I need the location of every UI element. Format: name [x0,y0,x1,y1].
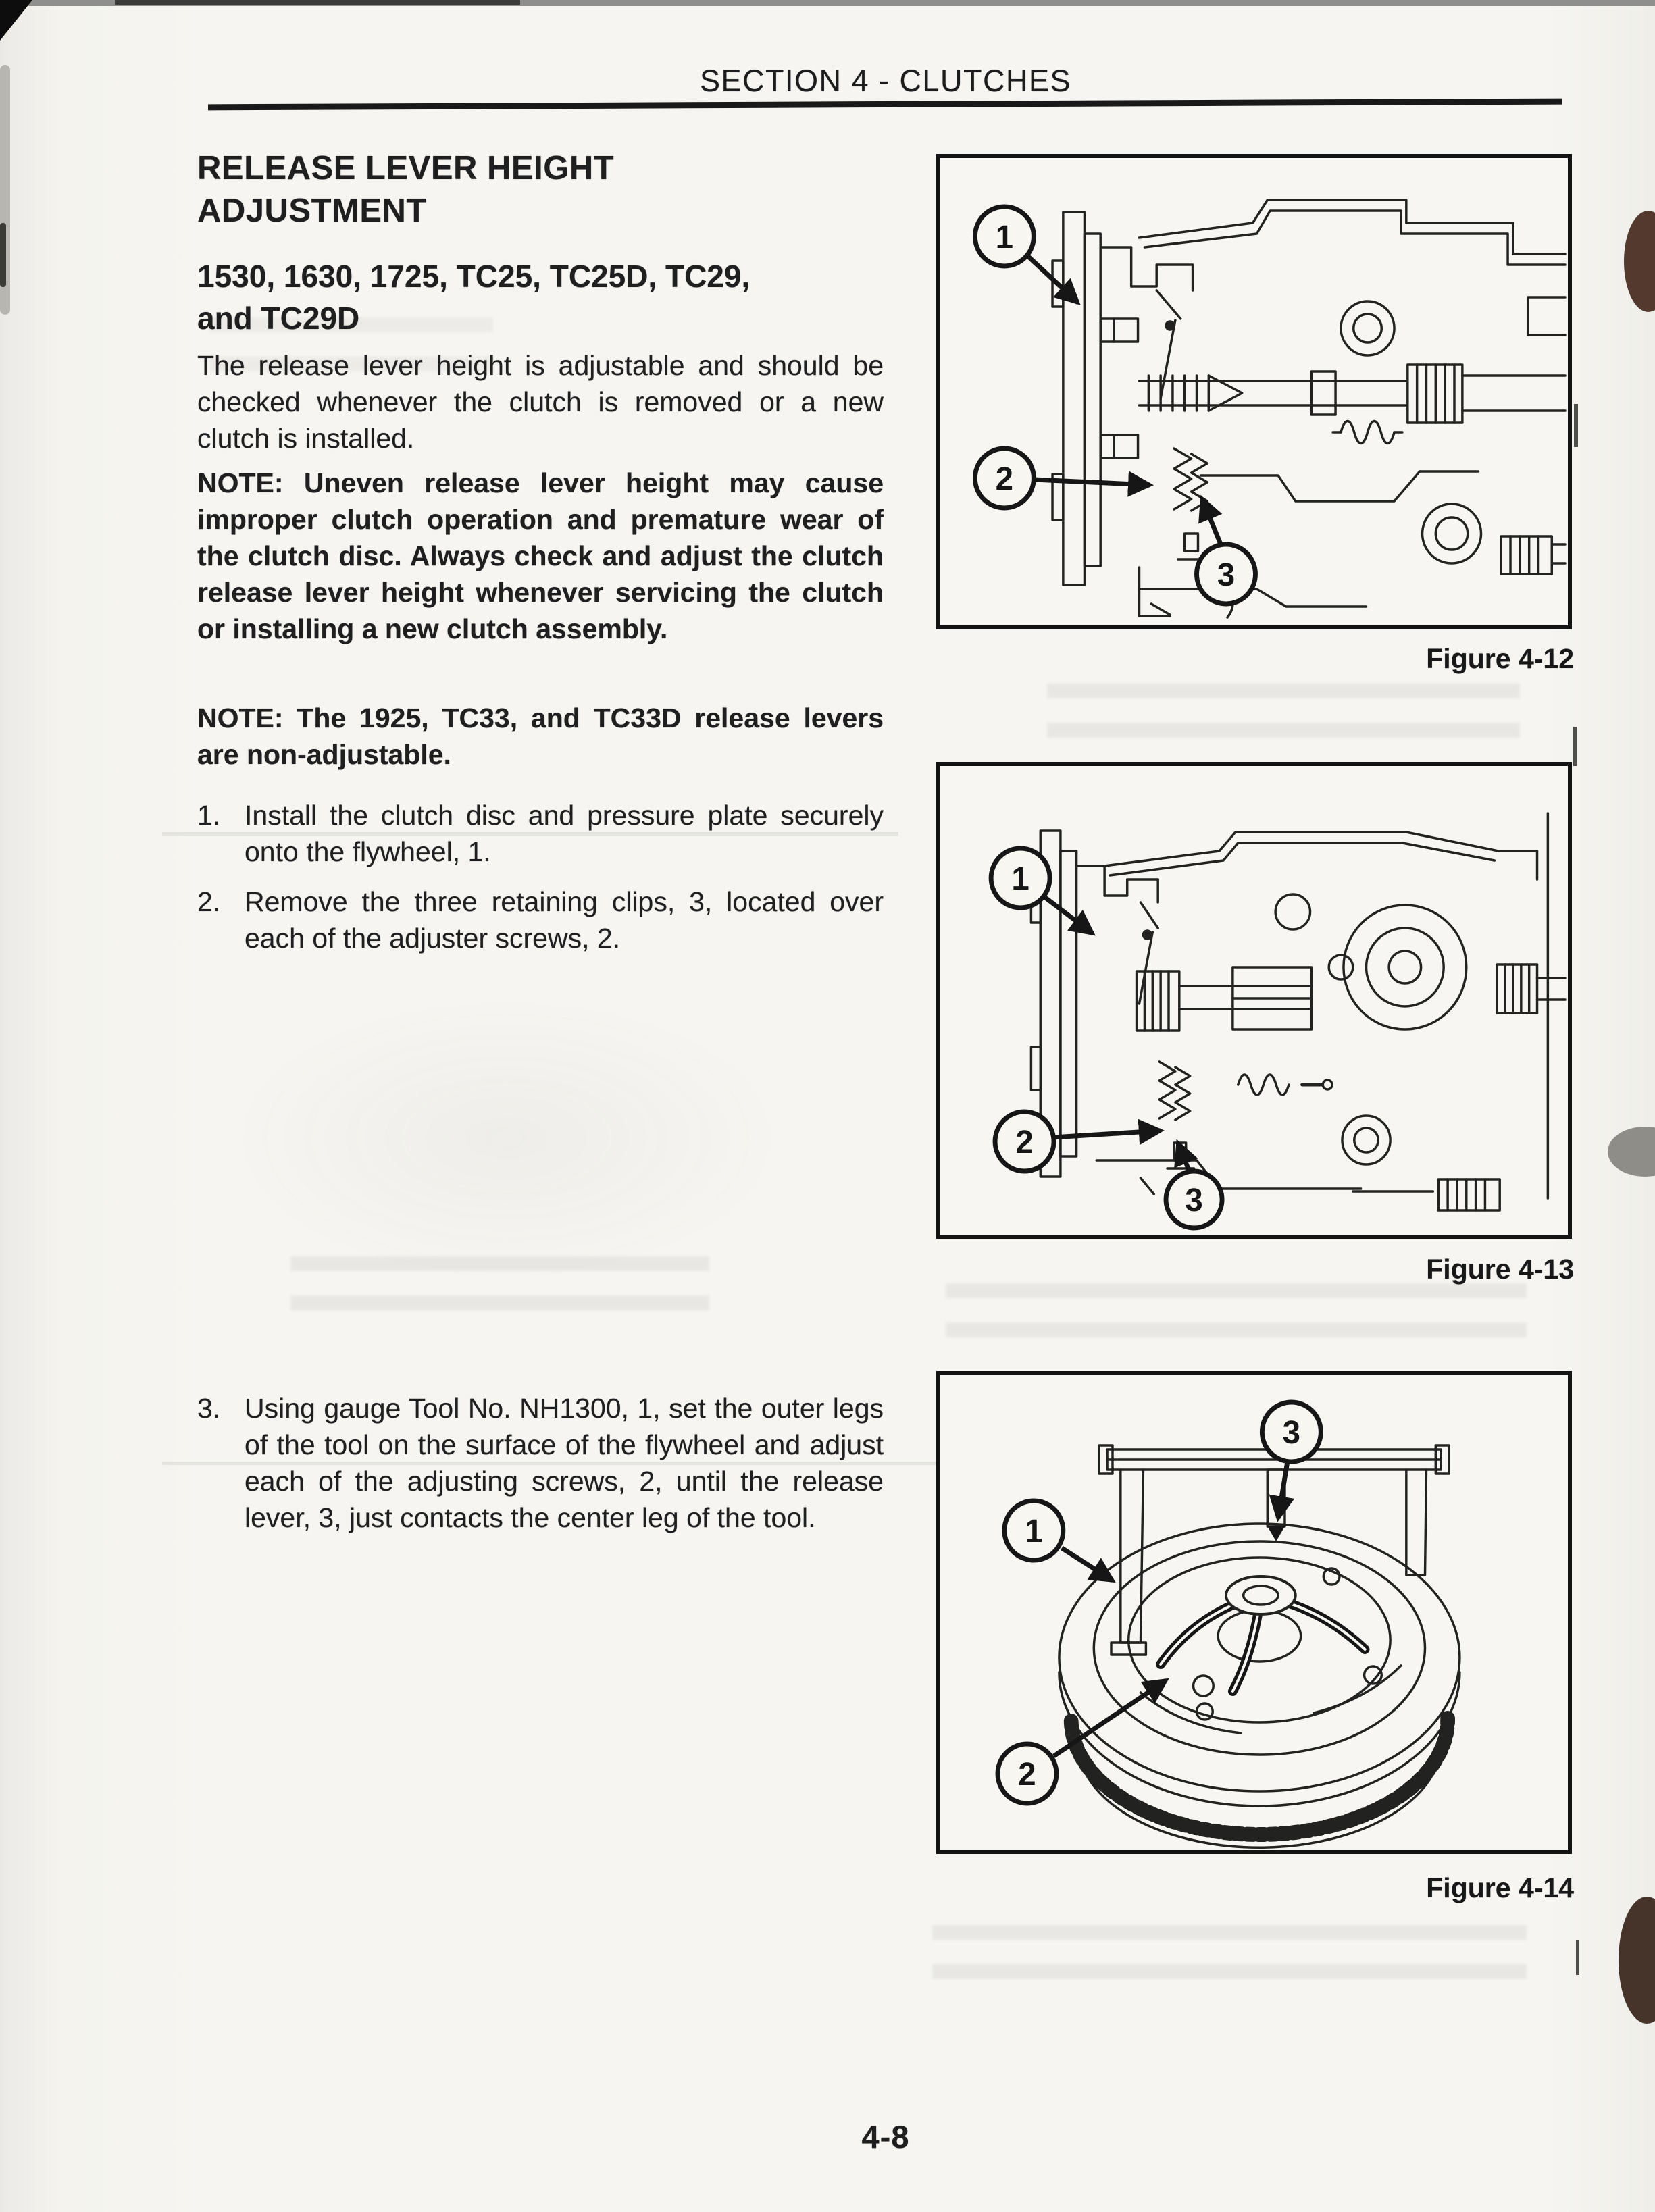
step-number: 1. [197,800,221,831]
figure-caption: Figure 4-13 [1426,1254,1574,1285]
figure-caption: Figure 4-12 [1426,643,1574,674]
bleedthrough-ghost [223,993,790,1283]
step-item-3 [197,1390,884,1536]
flywheel-perspective [1059,1524,1460,1847]
callout-3 [1197,498,1256,604]
release-lever-spider [1161,1576,1365,1691]
step-text: Remove the three retaining clips, 3, located over each of the adjuster screws, 2. [245,886,884,954]
input-shaft-section [1140,371,1408,444]
scan-tick-1 [1574,404,1578,447]
scan-blob-right-middle [1608,1127,1655,1177]
page-title-line2: ADJUSTMENT [197,192,427,229]
note-paragraph-2: NOTE: The 1925, TC33, and TC33D release levers are non-adjustable. [197,702,884,770]
callout-3-label: 3 [1185,1182,1203,1219]
scan-blob-right-top [1624,211,1655,312]
callout-3-label: 3 [1217,557,1236,594]
step-number: 3. [197,1393,221,1424]
callout-2 [995,1112,1161,1171]
scan-tick-3 [1576,1940,1579,1975]
models-heading-line1: 1530, 1630, 1725, TC25, TC25D, TC29, [197,259,750,294]
figure-4-13-box [936,762,1572,1239]
bleedthrough-ghost [1047,684,1520,748]
callout-2-label: 2 [995,461,1014,498]
step-number: 2. [197,886,221,917]
figure-4-12-box [936,154,1572,629]
callout-1-label: 1 [1025,1513,1043,1550]
scanner-edge-shadow [115,0,520,5]
note-paragraph-1: NOTE: Uneven release lever height may cause improper clutch operation and premature wear of the clutch disc. Always check and adjust the clutch release lever height whenever servicing the clutch or installing a new clutch assembly. [197,467,884,644]
figure-4-14-box [936,1371,1572,1854]
callout-2-label: 2 [1015,1124,1034,1161]
shaft-and-gear-section [1179,967,1332,1095]
clutch-cross-section-drawing-2 [940,766,1568,1235]
page-corner-fold [0,0,32,41]
callout-1-label: 1 [1011,860,1029,898]
header-rule [208,99,1562,111]
page-title-line1: RELEASE LEVER HEIGHT [197,150,615,186]
flywheel-and-clutch-section [1031,831,1194,1177]
flywheel-gauge-tool-drawing [940,1375,1568,1850]
step-text: Using gauge Tool No. NH1300, 1, set the outer legs of the tool on the surface of the flywheel and adjust each of the adjusting screws, 2, until the release lever, 3, just contacts the center leg of the tool. [245,1393,884,1533]
scan-mark-left [0,223,6,287]
callout-2-label: 2 [1018,1756,1036,1793]
scan-tick-2 [1573,727,1577,766]
transmission-housing-section [1096,813,1565,1210]
section-header: SECTION 4 - CLUTCHES [699,63,1072,98]
step-item-1 [197,797,884,870]
bleedthrough-ghost [932,1925,1527,1999]
callout-1-label: 1 [995,219,1014,256]
step-text: Install the clutch disc and pressure plate securely onto the flywheel, 1. [245,800,884,867]
bleedthrough-ghost [290,1256,709,1317]
step-item-2 [197,883,884,956]
callout-1 [1004,1501,1113,1580]
gauge-tool [1099,1445,1449,1655]
clutch-cross-section-drawing-1 [940,158,1568,625]
figure-caption: Figure 4-14 [1426,1872,1574,1903]
intro-paragraph: The release lever height is adjustable and should be checked whenever the clutch is removed or a new clutch is installed. [197,350,884,454]
models-heading-line2: and TC29D [197,301,360,336]
bleedthrough-ghost [946,1283,1527,1354]
scan-blob-right-bottom [1619,1897,1655,2024]
callout-3-label: 3 [1282,1414,1301,1451]
page-number: 4-8 [861,2119,910,2155]
